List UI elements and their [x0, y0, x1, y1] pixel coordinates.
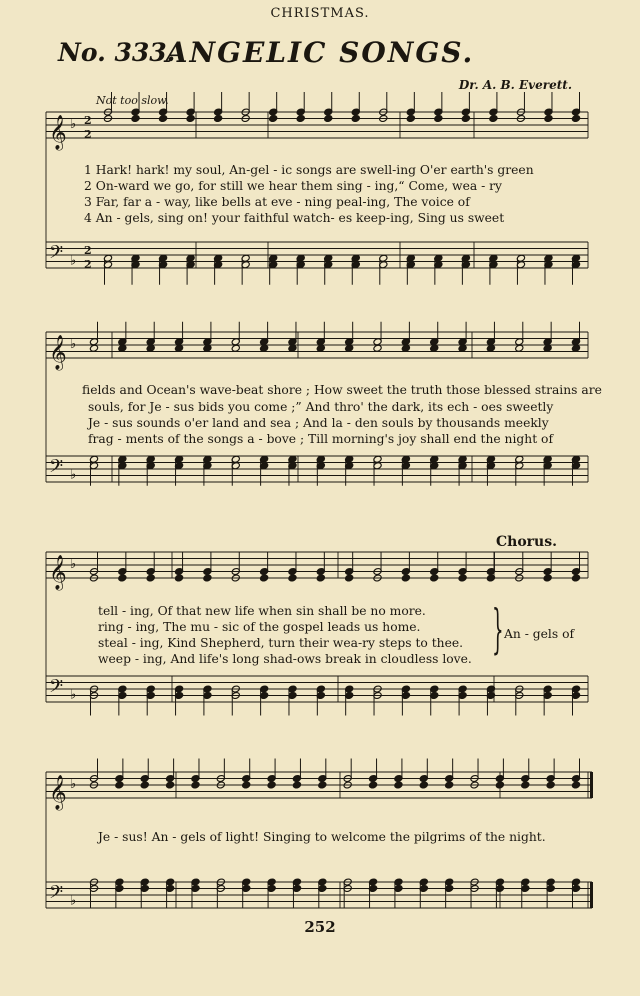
notehead [461, 115, 470, 123]
notehead [486, 344, 495, 352]
notehead [186, 115, 195, 123]
notehead [489, 115, 498, 123]
chorus-lyric-line: Je - sus! An - gels of light! Singing to welcome the pilgrims of the night. [98, 830, 546, 844]
verse-line-1: tell - ing, Of that new life when sin shall be no more. [98, 604, 426, 618]
notehead [214, 115, 223, 123]
notehead [345, 344, 354, 352]
final-barline [590, 772, 593, 798]
verse-line-1: fields and Ocean's wave-beat shore ; How sweet the truth those blessed strains are [82, 383, 602, 397]
notehead [571, 344, 580, 352]
verse-line-4: frag - ments of the songs a - bove ; Till morning's joy shall end the night of [88, 432, 554, 446]
notehead [131, 115, 140, 123]
notehead [269, 115, 278, 123]
notehead [146, 344, 155, 352]
notehead [571, 574, 580, 582]
flat-icon: ♭ [70, 117, 77, 132]
time-signature: 2 [84, 114, 92, 127]
notehead [458, 574, 467, 582]
notehead [316, 344, 325, 352]
treble-clef-icon: 𝄞 [49, 775, 67, 810]
staff-lines [46, 112, 593, 908]
notehead [267, 781, 276, 789]
notehead [445, 781, 454, 789]
bass-clef-icon: 𝄢 [49, 882, 64, 908]
notehead [401, 574, 410, 582]
time-signature: 2 [84, 244, 92, 257]
notehead [495, 781, 504, 789]
notehead [394, 781, 403, 789]
notehead [191, 781, 200, 789]
flat-icon: ♭ [70, 777, 77, 792]
notehead [140, 781, 149, 789]
notehead [434, 115, 443, 123]
notehead [166, 781, 175, 789]
notehead [146, 574, 155, 582]
flat-icon: ♭ [70, 557, 77, 572]
hymn-number: No. 333. [58, 38, 176, 67]
notehead [430, 344, 439, 352]
notehead [430, 574, 439, 582]
flat-icon: ♭ [70, 893, 77, 909]
notehead [292, 781, 301, 789]
notehead [318, 781, 327, 789]
notehead [546, 781, 555, 789]
notehead [175, 344, 184, 352]
notehead [571, 781, 580, 789]
notehead [458, 344, 467, 352]
notehead [296, 115, 305, 123]
final-barline [590, 882, 593, 908]
treble-clef-icon: 𝄞 [49, 335, 67, 370]
notehead [345, 574, 354, 582]
notehead [118, 574, 127, 582]
bass-clef-icon: 𝄢 [49, 676, 64, 702]
flat-icon: ♭ [70, 467, 77, 483]
notehead [203, 574, 212, 582]
verse-line-4: weep - ing, And life's long shad-ows break in cloudless love. [98, 652, 472, 666]
notehead [288, 344, 297, 352]
verse-line-3: Je - sus sounds o'er land and sea ; And la - den souls by thousands meekly [88, 416, 549, 430]
notehead [515, 344, 524, 352]
notehead [543, 574, 552, 582]
composer-credit: Dr. A. B. Everett. [458, 78, 572, 92]
notehead [369, 781, 378, 789]
section-header: CHRISTMAS. [270, 6, 370, 21]
bass-clef-icon: 𝄢 [49, 456, 64, 482]
flat-icon: ♭ [70, 253, 77, 269]
flat-icon: ♭ [70, 687, 77, 703]
bass-clef-icon: 𝄢 [49, 242, 64, 268]
notehead [260, 344, 269, 352]
notehead [521, 781, 530, 789]
notehead [203, 344, 212, 352]
notehead [115, 781, 124, 789]
notehead [288, 574, 297, 582]
time-signature: 2 [84, 258, 92, 271]
notehead [159, 115, 168, 123]
chorus-lyric: An - gels of [504, 627, 575, 641]
notehead [406, 115, 415, 123]
verse-line-3: 3 Far, far a - way, like bells at eve - ning peal-ing, The voice of [84, 195, 470, 209]
hymn-title: ANGELIC SONGS. [165, 36, 475, 69]
notehead [175, 574, 184, 582]
notehead [260, 574, 269, 582]
notehead [419, 781, 428, 789]
chorus-label: Chorus. [496, 534, 557, 550]
verse-line-2: souls, for Je - sus bids you come ;” And thro' the dark, its ech - oes sweetly [88, 400, 554, 414]
tempo-marking: Not too slow. [96, 94, 169, 107]
treble-clef-icon: 𝄞 [49, 115, 67, 150]
notehead [544, 115, 553, 123]
notehead [324, 115, 333, 123]
verse-line-2: 2 On-ward we go, for still we hear them sing - ing,“ Come, wea - ry [84, 179, 502, 193]
flat-icon: ♭ [70, 337, 77, 352]
notehead [571, 115, 580, 123]
notehead [401, 344, 410, 352]
verse-line-1: 1 Hark! hark! my soul, An-gel - ic songs are swell-ing O'er earth's green [84, 163, 534, 177]
notehead [351, 115, 360, 123]
verse-line-3: steal - ing, Kind Shepherd, turn their wea-ry steps to thee. [98, 636, 464, 650]
notehead [231, 344, 240, 352]
notehead [242, 781, 251, 789]
treble-clef-icon: 𝄞 [49, 555, 67, 590]
notehead [118, 344, 127, 352]
notehead [316, 574, 325, 582]
notehead [543, 344, 552, 352]
notehead [373, 344, 382, 352]
time-signature: 2 [84, 128, 92, 141]
verse-line-2: ring - ing, The mu - sic of the gospel leads us home. [98, 620, 421, 634]
notehead [89, 344, 98, 352]
verse-line-4: 4 An - gels, sing on! your faithful watch- es keep-ing, Sing us sweet [84, 211, 505, 225]
notehead [486, 574, 495, 582]
verse-brace: } [492, 600, 504, 660]
page-number: 252 [304, 918, 336, 936]
